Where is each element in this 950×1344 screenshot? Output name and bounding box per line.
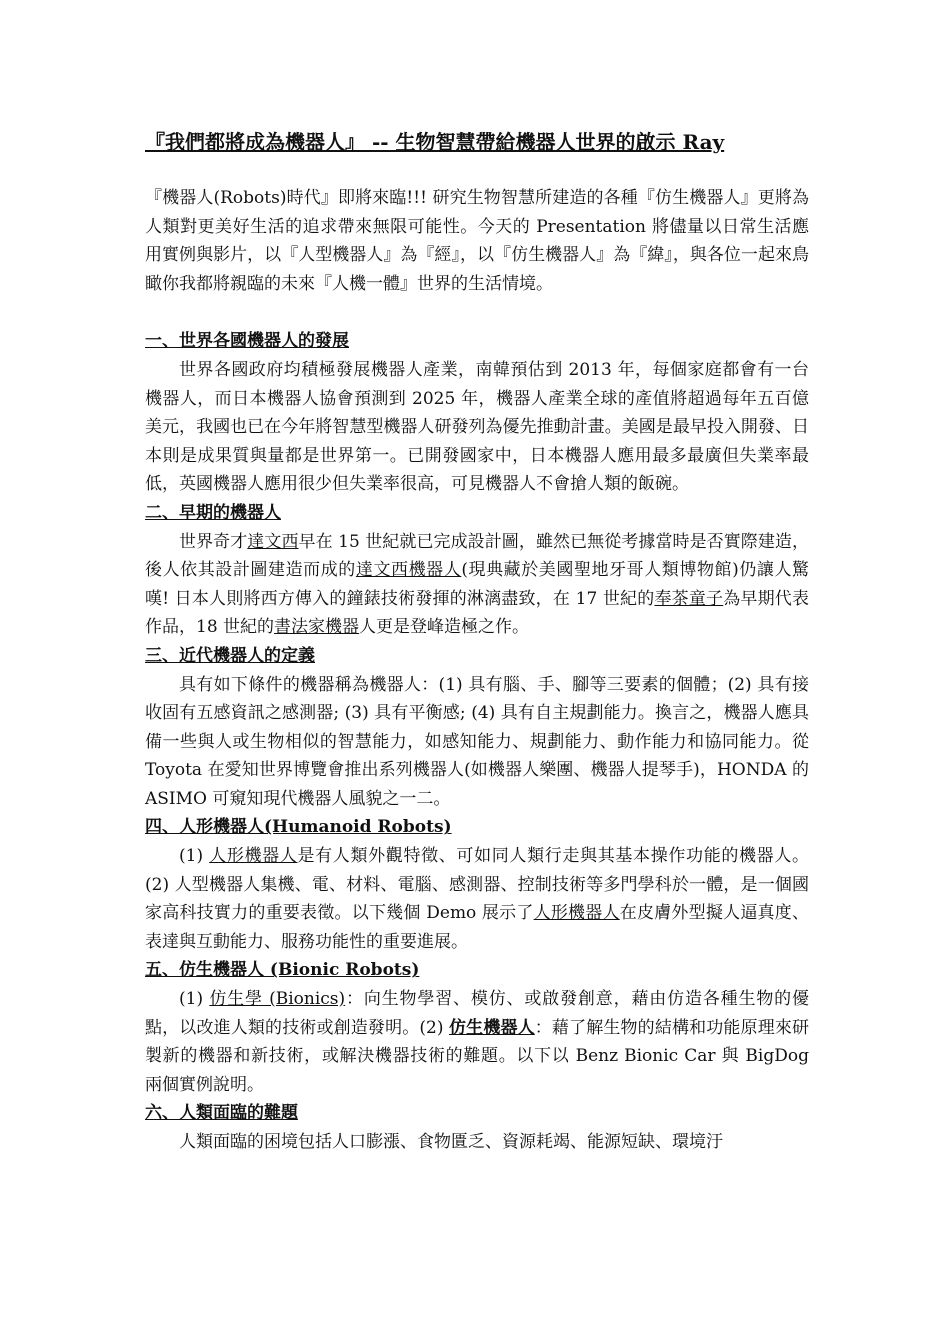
document-title: 『我們都將成為機器人』 -- 生物智慧帶給機器人世界的啟示 Ray xyxy=(145,130,725,154)
text-span: 世界奇才 xyxy=(179,531,248,552)
link-bionics[interactable]: 仿生學 (Bionics) xyxy=(209,989,346,1010)
section-body-3: 具有如下條件的機器稱為機器人：(1) 具有腦、手、腳等三要素的個體；(2) 具有接收固有五感資訊之感測器; (3) 具有平衡感; (4) 具有自主規劃能力。換言之，機器人應具備一些與人或生物相似的智慧能力，如感知能力、規劃能力、動作能力和協同能力。從 Toyota 在愛知世界博覽會推出系列機器人(如機器人樂團、機器人提琴手)，HONDA 的 ASIMO 可窺知現代機器人風貌之一二。 xyxy=(145,674,809,809)
text-span: ：向生物學習、模仿、或啟發創意，藉由仿造各種生物的優點，以改進人類的技術或創造發明。(2) xyxy=(145,989,810,1038)
section-heading-5: 五、仿生機器人 (Bionic Robots) xyxy=(145,960,420,981)
text-span: 為早期代表作品，18 世紀的 xyxy=(145,588,810,638)
section-heading-1: 一、世界各國機器人的發展 xyxy=(145,331,349,352)
text-span: 是有人類外觀特徵、可如同人類行走與其基本操作功能的機器人。(2) 人型機器人集機、電、材料、電腦、感測器、控制技術等多門學科於一體，是一個國家高科技實力的重要表徵。以下幾個 Demo 展示了 xyxy=(145,846,810,924)
section-body-5 xyxy=(145,985,809,1099)
intro-paragraph: 『機器人(Robots)時代』即將來臨!!! 研究生物智慧所建造的各種『仿生機器人』更將為人類對更美好生活的追求帶來無限可能性。今天的 Presentation 將儘量以日常生活應用實例與影片，以『人型機器人』為『經』，以『仿生機器人』為『緯』，與各位一起來鳥瞰你我都將親臨的未來『人機一體』世界的生活情境。 xyxy=(145,188,809,294)
section-heading-4: 四、人形機器人(Humanoid Robots) xyxy=(145,817,452,838)
section-heading-6: 六、人類面臨的難題 xyxy=(145,1103,298,1124)
section-heading-3: 三、近代機器人的定義 xyxy=(145,645,315,666)
link-calligraphy-robot[interactable]: 書法家機器 xyxy=(274,617,360,638)
text-span: (現典藏於美國聖地牙哥人類博物館)仍讓人驚嘆! 日本人則將西方傳入的鐘錶技術發揮的淋漓盡致，在 17 世紀的 xyxy=(145,560,810,609)
section-heading-2: 二、早期的機器人 xyxy=(145,502,281,523)
link-da-vinci[interactable]: 達文西 xyxy=(247,531,299,552)
link-humanoid-robot[interactable]: 人形機器人 xyxy=(209,846,298,867)
link-humanoid-robot-demo[interactable]: 人形機器人 xyxy=(533,903,620,924)
spacer xyxy=(145,298,809,327)
text-span: 早在 15 世紀就已完成設計圖，雖然已無從考據當時是否實際建造，後人依其設計圖建造而成的 xyxy=(145,531,810,581)
text-span: 在皮膚外型擬人逼真度、表達與互動能力、服務功能性的重要進展。 xyxy=(145,903,810,952)
document-body xyxy=(145,184,809,1157)
text-span: ：藉了解生物的結構和功能原理來研製新的機器和新技術，或解決機器技術的難題。以下以 Benz Bionic Car 與 BigDog 兩個實例說明。 xyxy=(145,1017,810,1095)
section-body-2 xyxy=(145,528,809,642)
section-body-1: 世界各國政府均積極發展機器人產業，南韓預估到 2013 年，每個家庭都會有一台機器人，而日本機器人協會預測到 2025 年，機器人產業全球的產值將超過每年五百億美元，我國也已在今年將智慧型機器人研發列為優先推動計畫。美國是最早投入開發、日本則是成果質與量都是世界第一。已開發國家中，日本機器人應用最多最廣但失業率最低，英國機器人應用很少但失業率很高，可見機器人不會搶人類的飯碗。 xyxy=(145,359,809,495)
text-span: (1) xyxy=(179,846,210,867)
text-span: 人更是登峰造極之作。 xyxy=(359,617,530,638)
text-span: (1) xyxy=(179,989,210,1010)
link-da-vinci-robot[interactable]: 達文西機器人 xyxy=(355,560,462,581)
section-body-6: 人類面臨的困境包括人口膨漲、食物匱乏、資源耗竭、能源短缺、環境汙 xyxy=(179,1132,723,1152)
section-body-4 xyxy=(145,842,809,956)
link-tea-serving-doll[interactable]: 奉茶童子 xyxy=(654,588,724,609)
link-bionic-robot[interactable]: 仿生機器人 xyxy=(449,1017,535,1038)
